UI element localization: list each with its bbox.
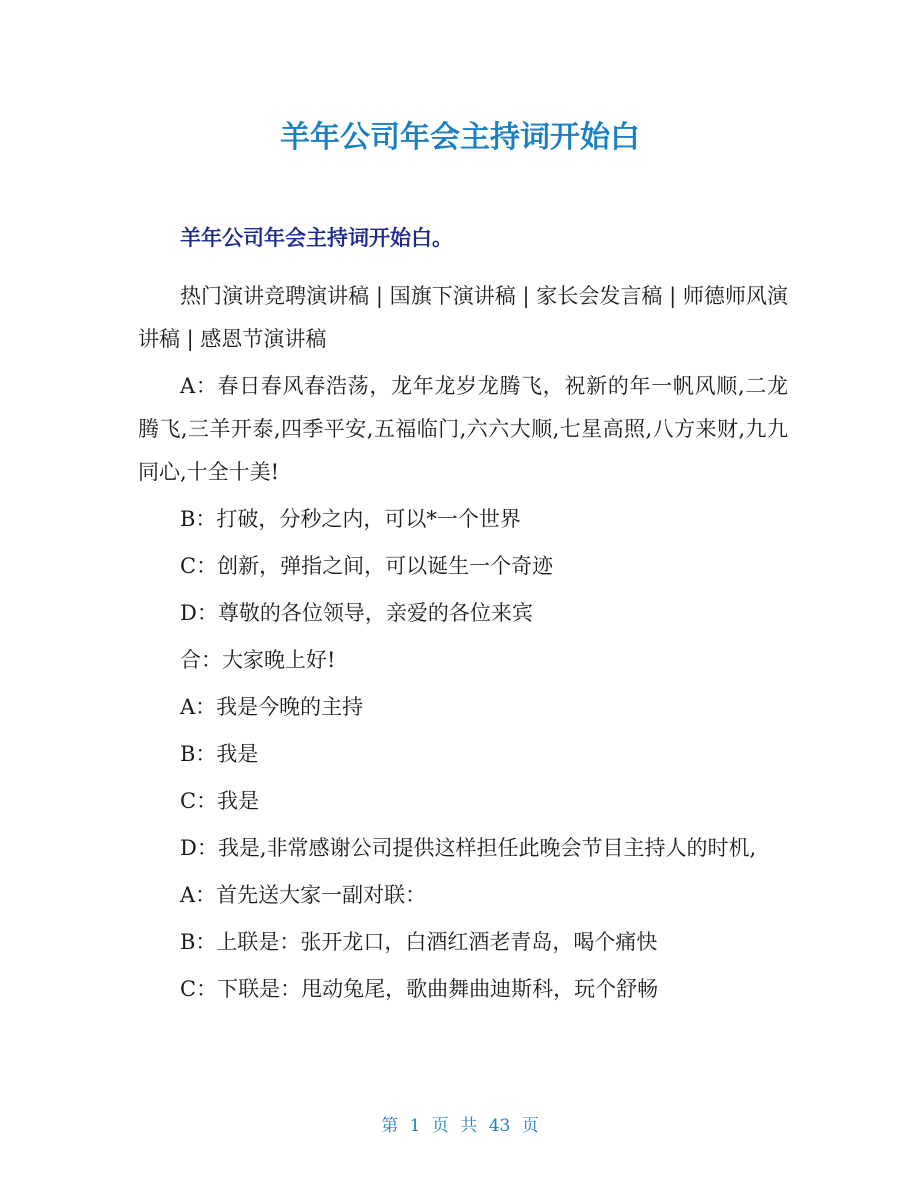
paragraph: A：首先送大家一副对联： (180, 883, 427, 907)
page-number-footer: 第 1 页 共 43 页 (381, 1116, 539, 1136)
section-heading: 羊年公司年会主持词开始白。 (180, 226, 453, 250)
paragraph: B：我是 (180, 742, 259, 766)
paragraph-a-greeting: A：春日春风春浩荡，龙年龙岁龙腾飞，祝新的年一帆风顺,二龙腾飞,三羊开泰,四季平安,五福临门,六六大顺,七星高照,八方来财,九九同心,十全十美! (138, 374, 788, 484)
paragraph: B：打破，分秒之内，可以*一个世界 (180, 507, 521, 531)
paragraph-links: 热门演讲竞聘演讲稿 | 国旗下演讲稿 | 家长会发言稿 | 师德师风演讲稿 | 感恩节演讲稿 (138, 284, 788, 351)
paragraph: B：上联是：张开龙口，白酒红酒老青岛，喝个痛快 (180, 930, 658, 954)
paragraph: C：下联是：甩动兔尾，歌曲舞曲迪斯科，玩个舒畅 (180, 977, 659, 1001)
paragraph: D：尊敬的各位领导，亲爱的各位来宾 (180, 601, 533, 625)
paragraph: C：创新，弹指之间，可以诞生一个奇迹 (180, 554, 554, 578)
paragraph: C：我是 (180, 789, 260, 813)
document-body (138, 275, 788, 1015)
paragraph: A：我是今晚的主持 (180, 695, 364, 719)
page-title: 羊年公司年会主持词开始白 (280, 120, 640, 155)
paragraph: D：我是,非常感谢公司提供这样担任此晚会节目主持人的时机, (180, 836, 757, 860)
paragraph: 合：大家晚上好! (180, 648, 336, 672)
